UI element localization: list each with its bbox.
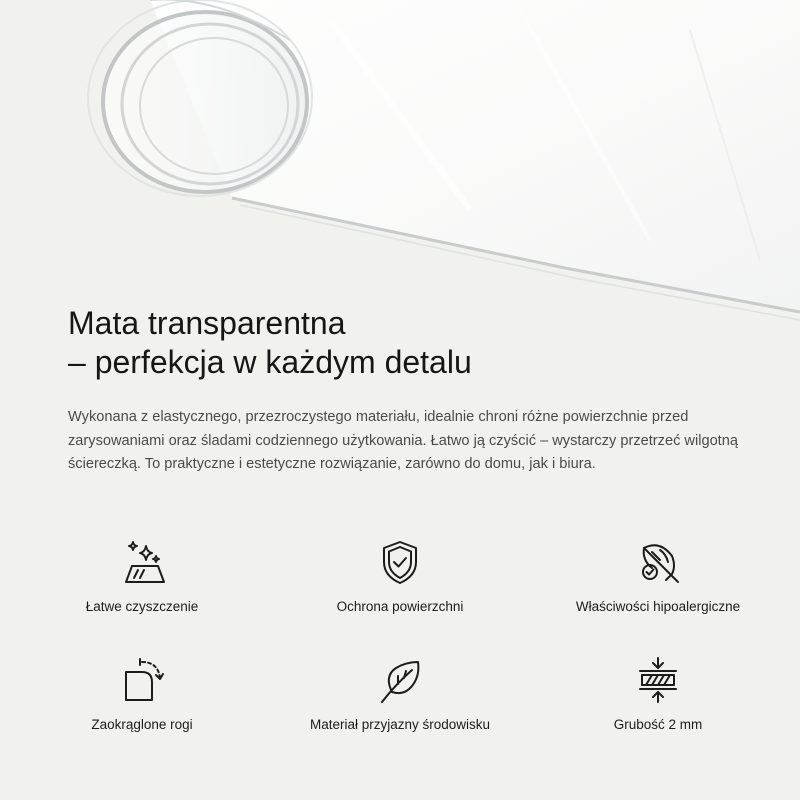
feature-thickness xyxy=(558,654,758,734)
shield-check-icon xyxy=(374,536,426,588)
rolled-mat-illustration xyxy=(0,0,800,330)
feather-check-icon xyxy=(632,536,684,588)
hero-image xyxy=(0,0,800,330)
feature-label: Zaokrąglone rogi xyxy=(91,717,193,732)
sparkle-surface-icon xyxy=(116,536,168,588)
thickness-icon xyxy=(632,654,684,706)
leaf-icon xyxy=(374,654,426,706)
feature-hypoallergenic xyxy=(558,536,758,616)
feature-label: Właściwości hipoalergiczne xyxy=(575,599,741,614)
title-line-1: Mata transparentna xyxy=(68,305,346,341)
feature-surface-protection xyxy=(300,536,500,616)
feature-eco-material xyxy=(300,654,500,734)
feature-easy-cleaning xyxy=(42,536,242,616)
title-line-2: – perfekcja w każdym detalu xyxy=(68,344,472,380)
feature-rounded-corners xyxy=(42,654,242,734)
feature-label: Łatwe czyszczenie xyxy=(85,599,199,614)
feature-label: Ochrona powierzchni xyxy=(336,599,464,614)
feature-label: Grubość 2 mm xyxy=(613,717,703,732)
product-description: Wykonana z elastycznego, przezroczystego materiału, idealnie chroni różne powierzchnie przed zarysowaniami oraz śladami codziennego użytkowania. Łatwo ją czyścić – wystarczy przetrzeć wilgotną ściereczką. To praktyczne i estetyczne rozwiązanie, zarówno do domu, jak i biura. xyxy=(68,409,738,472)
page-title xyxy=(68,304,768,382)
feature-grid xyxy=(0,536,800,786)
rounded-corner-icon xyxy=(116,654,168,706)
feature-label: Materiał przyjazny środowisku xyxy=(309,717,491,732)
